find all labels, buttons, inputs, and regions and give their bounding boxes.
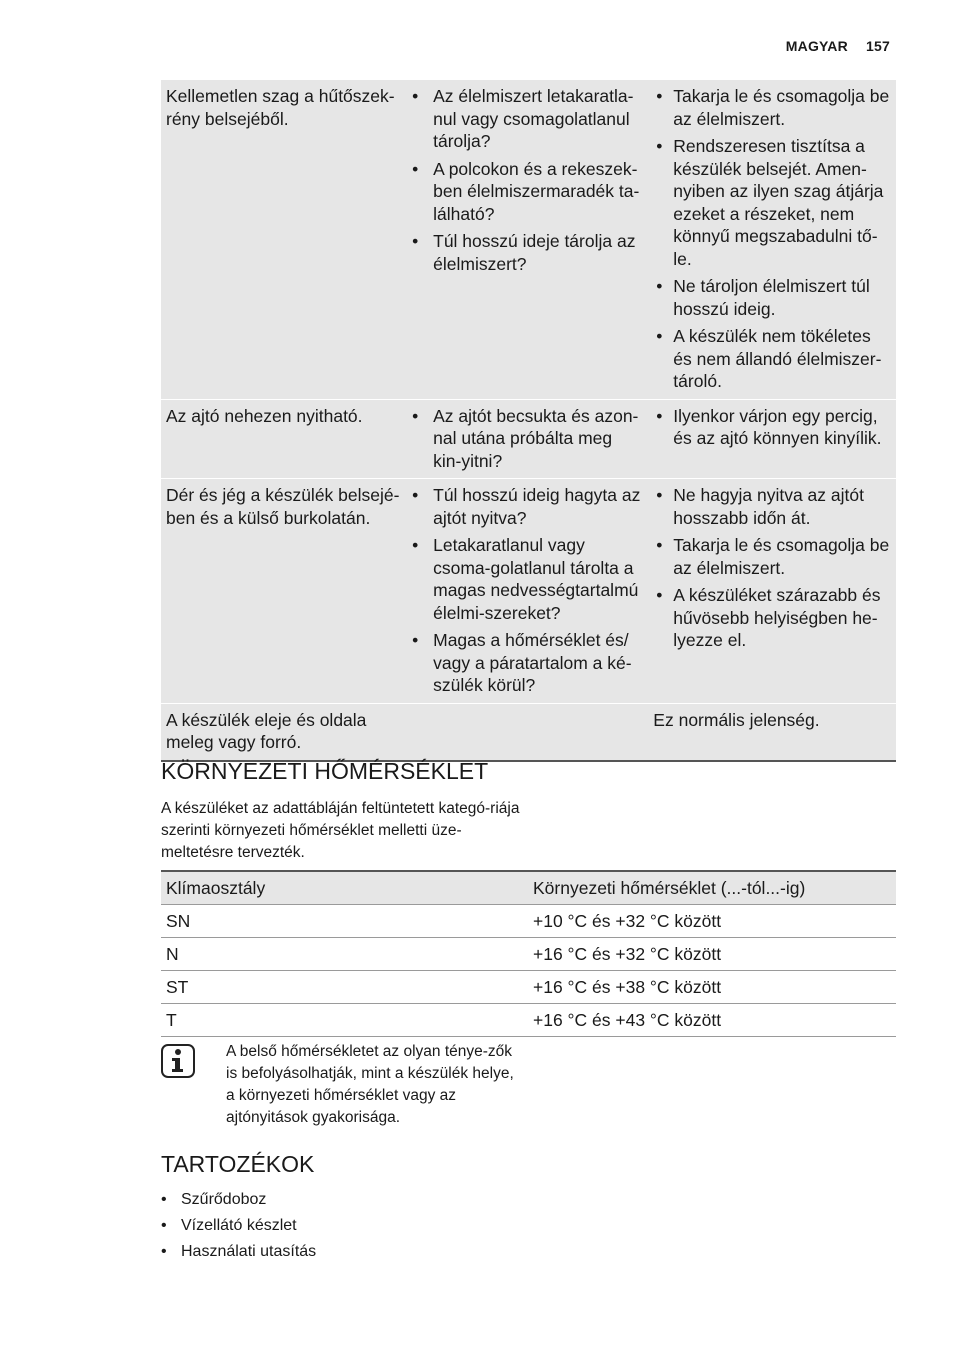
climate-class-cell: SN — [161, 905, 528, 938]
list-item: • A készüléket szárazabb és hűvösebb helyiségben he-lyezze el. — [653, 584, 892, 652]
solutions-cell — [648, 80, 896, 399]
list-item: • Ne hagyja nyitva az ajtót hosszabb időn át. — [653, 484, 892, 529]
troubleshooting-table — [161, 80, 896, 762]
list-item: • Az élelmiszert letakaratla-nul vagy csomagolatlanul tárolja? — [409, 85, 644, 153]
info-note-text: A belső hőmérsékletet az olyan ténye-zők is befolyásolhatják, mint a készülék helye, a környezeti hőmérséklet vagy az ajtónyitások gyakorisága. — [226, 1043, 514, 1126]
list-item: • A polcokon és a rekeszek-ben élelmiszermaradék ta-lálható? — [409, 158, 644, 226]
column-header-climate-class: Klímaosztály — [161, 871, 528, 905]
page-number: 157 — [866, 38, 890, 54]
list-item: • Az ajtót becsukta és azon-nal utána próbálta meg kin-yitni? — [409, 405, 644, 473]
list-item: • A készülék nem tökéletes és nem állandó élelmiszer-tároló. — [653, 325, 892, 393]
table-row — [161, 80, 896, 399]
causes-cell — [404, 703, 648, 761]
ambient-intro-text: A készüléket az adattábláján feltüntetett kategó-riája szerinti környezeti hőmérséklet melletti üze-meltetésre tervezték. — [161, 800, 520, 861]
problem-cell: A készülék eleje és oldala meleg vagy forró. — [161, 703, 404, 761]
table-row — [161, 971, 896, 1004]
solutions-cell — [648, 479, 896, 704]
list-item: • Letakaratlanul vagy csoma-golatlanul tárolta a magas nedvességtartalmú élelmi-szereket? — [409, 534, 644, 624]
list-item: • Takarja le és csomagolja be az élelmiszert. — [653, 85, 892, 130]
solutions-cell — [648, 399, 896, 479]
list-item: • Vízellátó készlet — [161, 1216, 316, 1236]
list-item: • Használati utasítás — [161, 1242, 316, 1262]
causes-cell — [404, 479, 648, 704]
table-row — [161, 703, 896, 761]
temperature-range-cell: +16 °C és +43 °C között — [528, 1004, 896, 1037]
list-item: • Ne tároljon élelmiszert túl hosszú ideig. — [653, 275, 892, 320]
table-row — [161, 1004, 896, 1037]
column-header-ambient-temperature: Környezeti hőmérséklet (...-tól...-ig) — [528, 871, 896, 905]
table-row — [161, 479, 896, 704]
climate-class-table — [161, 870, 896, 1037]
table-row — [161, 399, 896, 479]
temperature-range-cell: +10 °C és +32 °C között — [528, 905, 896, 938]
list-item: • Ilyenkor várjon egy percig, és az ajtó könnyen kinyílik. — [653, 405, 892, 450]
causes-cell — [404, 399, 648, 479]
climate-class-cell: N — [161, 938, 528, 971]
list-item: • Rendszeresen tisztítsa a készülék belsejét. Amen-nyiben az ilyen szag átjárja ezeket a részeket, nem könnyű megszabadulni tő-le. — [653, 135, 892, 270]
problem-cell: Az ajtó nehezen nyitható. — [161, 399, 404, 479]
temperature-range-cell: +16 °C és +38 °C között — [528, 971, 896, 1004]
list-item: • Magas a hőmérséklet és/ vagy a páratartalom a ké-szülék körül? — [409, 629, 644, 697]
ambient-temperature-heading: KÖRNYEZETI HŐMÉRSÉKLET — [161, 758, 489, 784]
problem-cell: Kellemetlen szag a hűtőszek-rény belsejéből. — [161, 80, 404, 399]
climate-class-cell: T — [161, 1004, 528, 1037]
table-header-row — [161, 871, 896, 905]
page-header — [786, 38, 890, 54]
solutions-cell: Ez normális jelenség. — [648, 703, 896, 761]
list-item: • Szűrődoboz — [161, 1190, 316, 1210]
list-item: • Takarja le és csomagolja be az élelmiszert. — [653, 534, 892, 579]
table-row — [161, 905, 896, 938]
list-item: • Túl hosszú ideig hagyta az ajtót nyitva? — [409, 484, 644, 529]
info-icon — [161, 1044, 195, 1078]
temperature-range-cell: +16 °C és +32 °C között — [528, 938, 896, 971]
language-label: MAGYAR — [785, 38, 848, 54]
causes-cell — [404, 80, 648, 399]
accessories-heading: TARTOZÉKOK — [161, 1151, 315, 1177]
climate-class-cell: ST — [161, 971, 528, 1004]
accessories-list — [161, 1190, 316, 1268]
list-item: • Túl hosszú ideje tárolja az élelmiszert? — [409, 230, 644, 275]
table-row — [161, 938, 896, 971]
problem-cell: Dér és jég a készülék belsejé-ben és a külső burkolatán. — [161, 479, 404, 704]
